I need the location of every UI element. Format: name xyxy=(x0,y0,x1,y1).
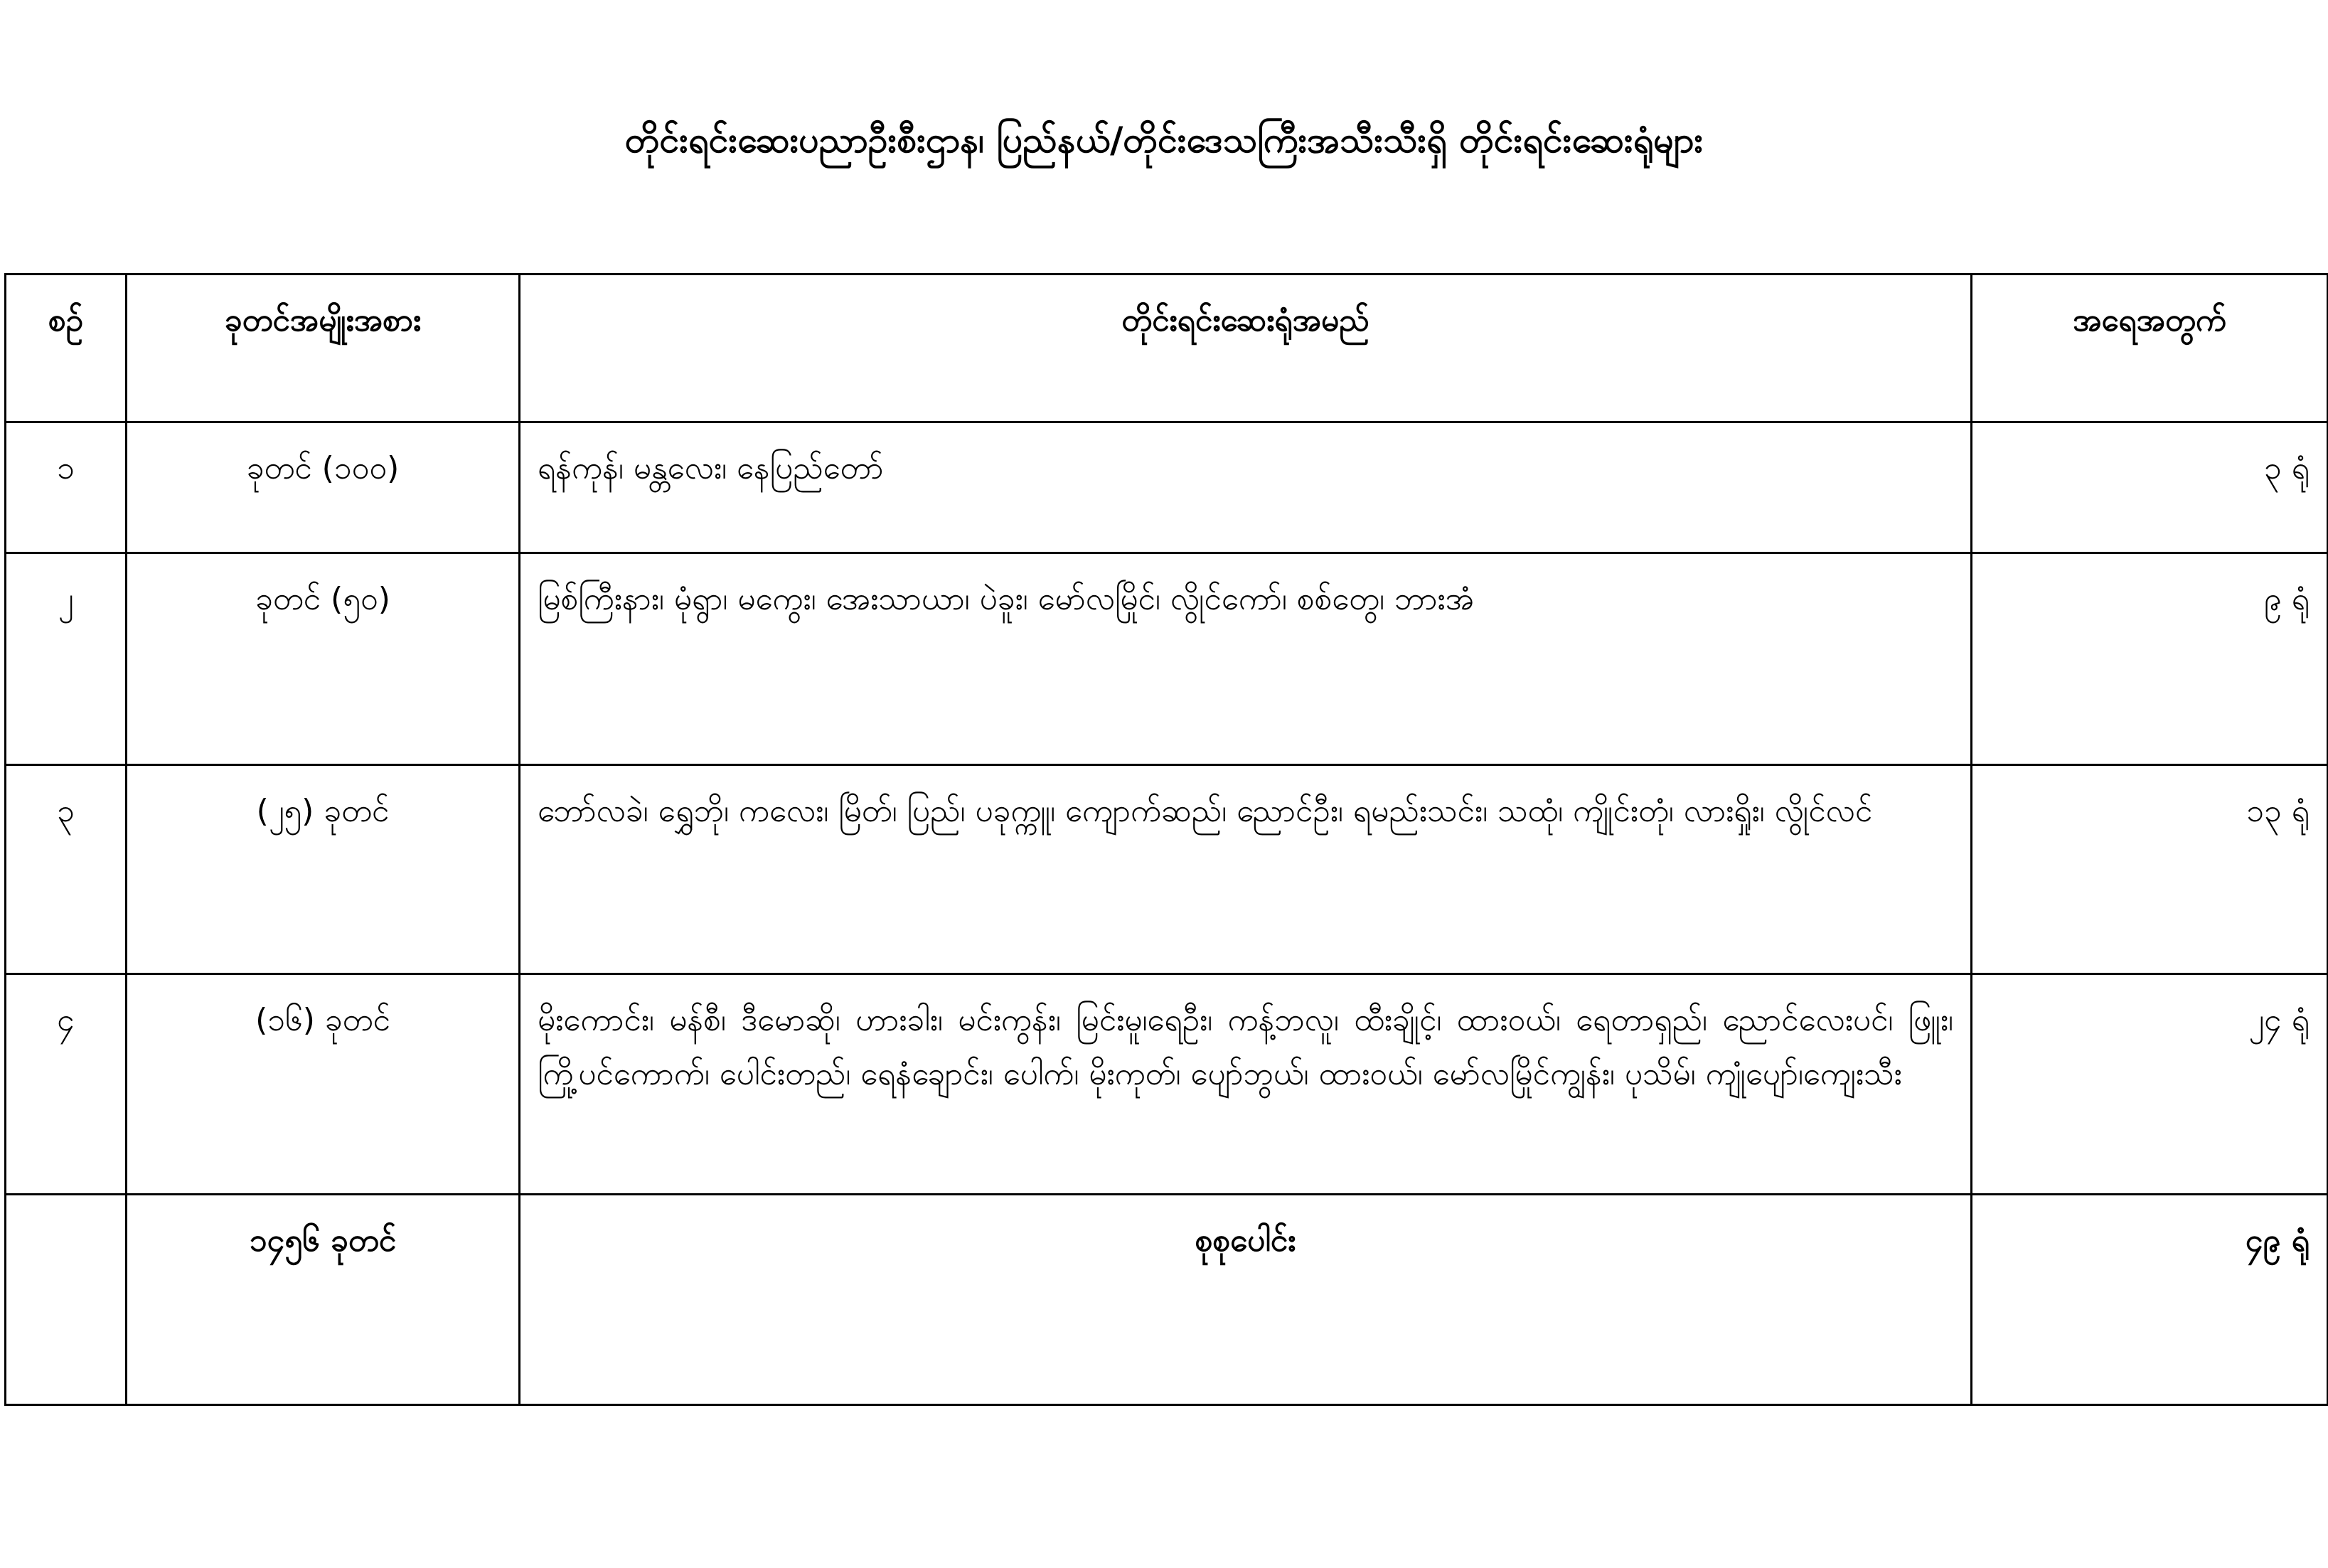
cell-bed-type: ခုတင် (၁၀၀) xyxy=(127,422,520,553)
cell-bed-type: ခုတင် (၅၀) xyxy=(127,553,520,765)
cell-count: ၁၃ ရုံ xyxy=(1972,765,2328,974)
cell-hospital-names: မြစ်ကြီးနား၊ မုံရွာ၊ မကွေး၊ အေးသာယာ၊ ပဲခူး၊ မော်လမြိုင်၊ လွိုင်ကော်၊ စစ်တွေ၊ ဘားအံ xyxy=(520,553,1972,765)
cell-count: ၃ ရုံ xyxy=(1972,422,2328,553)
cell-count: ၂၄ ရုံ xyxy=(1972,974,2328,1195)
table-header-row xyxy=(6,274,2328,422)
table-row xyxy=(6,422,2328,553)
cell-hospital-names: မိုးကောင်း၊ မန်စီ၊ ဒီမောဆို၊ ဟားခါး၊ မင်းကွန်း၊ မြင်းမူ၊ရေဦး၊ ကန့်ဘလူ၊ ထီးချိုင့်၊ ထားဝယ်၊ ရေတာရှည်၊ ညောင်လေးပင်၊ ဖြူး၊ ကြို့ပင်ကောက်၊ ပေါင်းတည်၊ ရေနံချောင်း၊ ပေါက်၊ မိုးကုတ်၊ ပျော်ဘွယ်၊ ထားဝယ်၊ မော်လမြိုင်ကျွန်း၊ ပုသိမ်၊ ကျုံပျော်၊ကျေးသီး xyxy=(520,974,1972,1195)
table-row xyxy=(6,765,2328,974)
table-row xyxy=(6,974,2328,1195)
cell-bed-type: (၁၆) ခုတင် xyxy=(127,974,520,1195)
cell-bed-type: (၂၅) ခုတင် xyxy=(127,765,520,974)
header-serial-no: စဉ် xyxy=(6,274,127,422)
cell-total-beds: ၁၄၅၆ ခုတင် xyxy=(127,1195,520,1405)
table-total-row xyxy=(6,1195,2328,1405)
cell-total-empty xyxy=(6,1195,127,1405)
table-row xyxy=(6,553,2328,765)
cell-total-count: ၄၉ ရုံ xyxy=(1972,1195,2328,1405)
header-count: အရေအတွက် xyxy=(1972,274,2328,422)
cell-count: ၉ ရုံ xyxy=(1972,553,2328,765)
header-bed-type: ခုတင်အမျိုးအစား xyxy=(127,274,520,422)
cell-serial-no: ၃ xyxy=(6,765,127,974)
cell-serial-no: ၂ xyxy=(6,553,127,765)
cell-hospital-names: ဘော်လခဲ၊ ရွှေဘို၊ ကလေး၊ မြိတ်၊ ပြည်၊ ပခုက္ကူ၊ ကျောက်ဆည်၊ ညောင်ဦး၊ ရမည်းသင်း၊ သထုံ၊ ကျိုင်းတုံ၊ လားရှိုး၊ လွိုင်လင် xyxy=(520,765,1972,974)
document-title: တိုင်းရင်းဆေးပညာဦးစီးဌာန၊ ပြည်နယ်/တိုင်းဒေသကြီးအသီးသီးရှိ တိုင်းရင်းဆေးရုံများ xyxy=(624,119,1704,161)
cell-serial-no: ၄ xyxy=(6,974,127,1195)
cell-serial-no: ၁ xyxy=(6,422,127,553)
cell-hospital-names: ရန်ကုန်၊ မန္တလေး၊ နေပြည်တော် xyxy=(520,422,1972,553)
header-hospital-name: တိုင်းရင်းဆေးရုံအမည် xyxy=(520,274,1972,422)
hospitals-table xyxy=(4,273,2328,1406)
cell-total-label: စုစုပေါင်း xyxy=(520,1195,1972,1405)
